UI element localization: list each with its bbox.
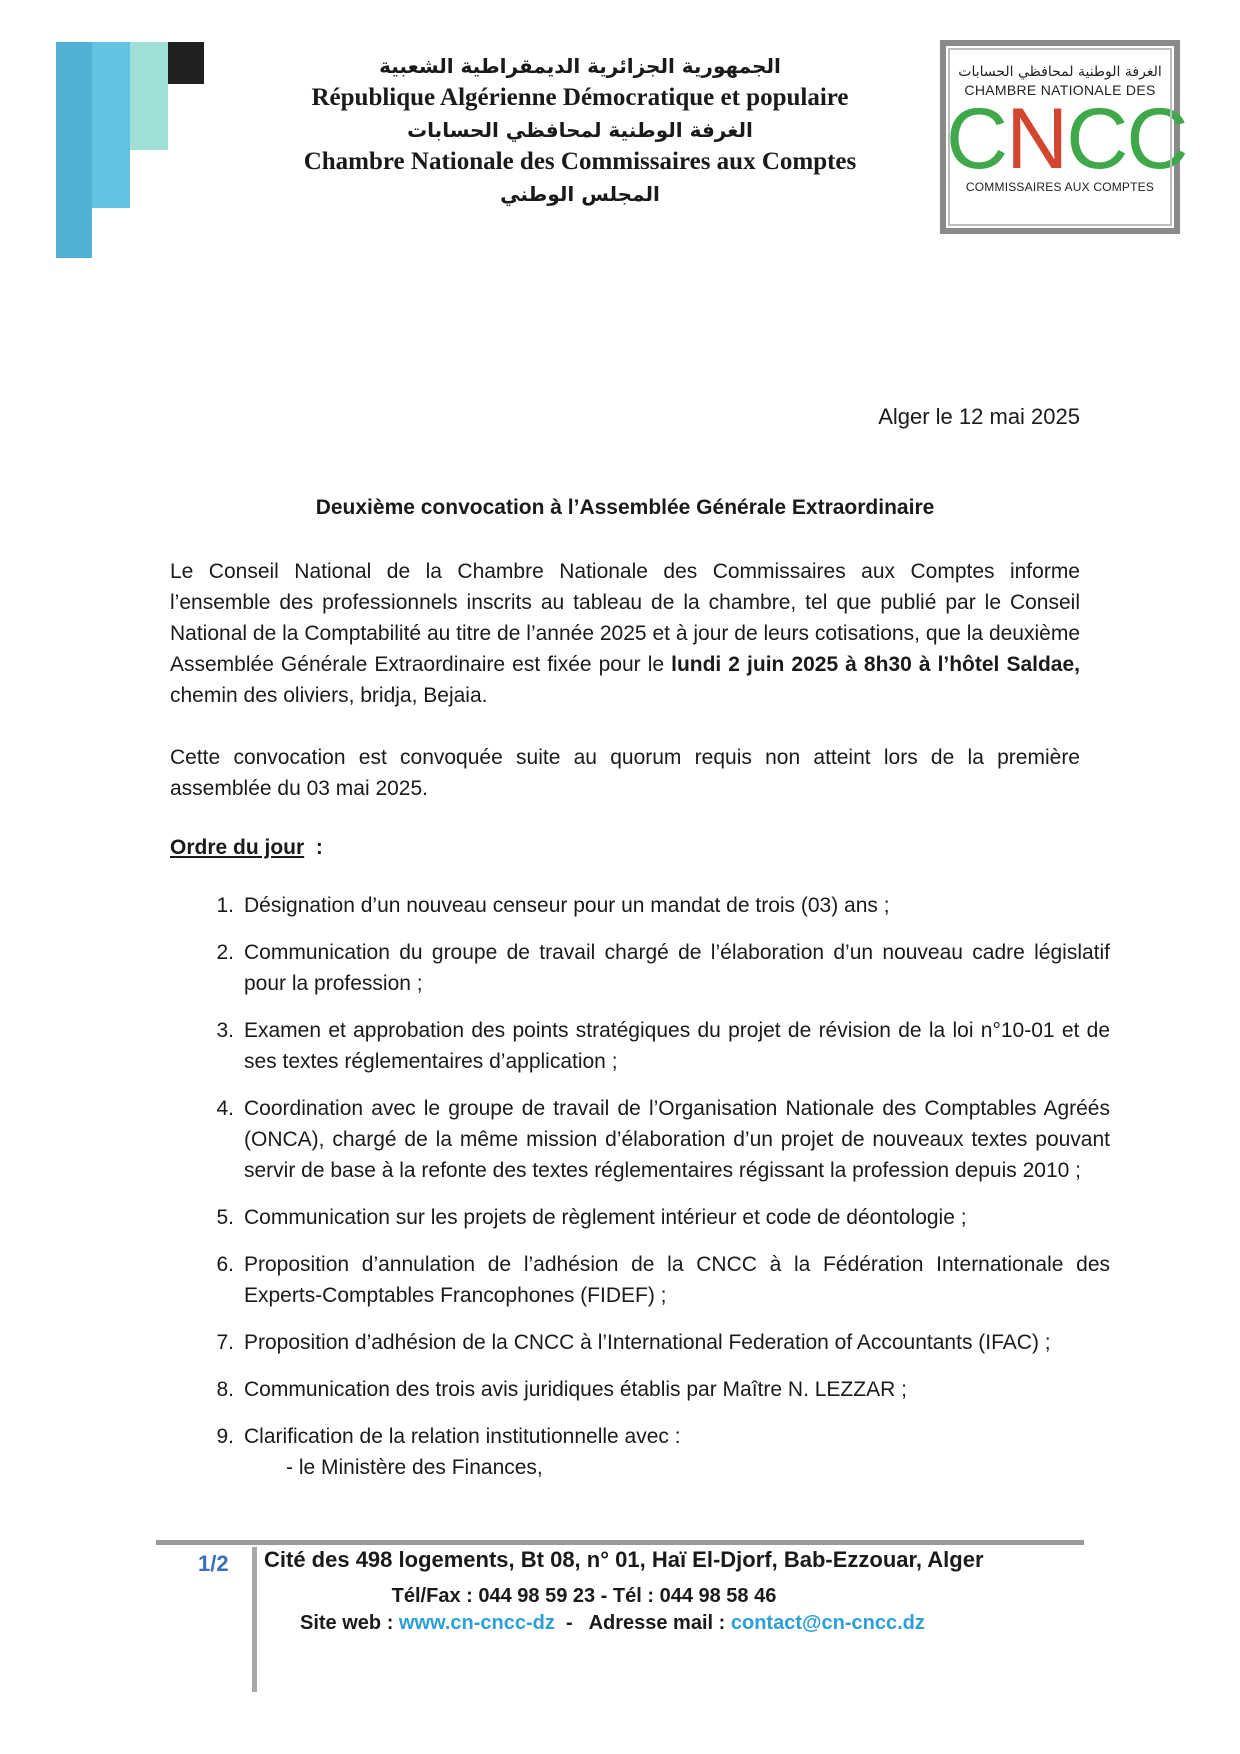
agenda-item-number: 5. xyxy=(216,1206,234,1229)
agenda-subitem-text: - le Ministère des Finances, xyxy=(286,1456,543,1479)
agenda-item-text: Coordination avec le groupe de travail de l’Organisation Nationale des Comptables Agréés (ONCA), chargé de la même mission d’élaboration d’un projet de nouveaux textes pouvant servir de base à la refonte des textes réglementaires régissant la profession depuis 2010 ; xyxy=(244,1097,1110,1182)
agenda-item-text: Proposition d’adhésion de la CNCC à l’International Federation of Accountants (IFAC) ; xyxy=(244,1331,1051,1354)
agenda-item xyxy=(170,1015,1110,1077)
agenda-item-number: 2. xyxy=(216,941,234,964)
header-french-republic: République Algérienne Démocratique et populaire xyxy=(311,84,849,111)
decorative-block xyxy=(130,42,168,150)
agenda-item-text: Clarification de la relation institutionnelle avec : xyxy=(244,1425,681,1448)
website-link[interactable]: www.cn-cncc-dz xyxy=(398,1612,555,1634)
website-label: Site web : xyxy=(300,1612,399,1634)
agenda-item-number: 6. xyxy=(216,1253,234,1276)
letterhead xyxy=(230,50,930,210)
agenda-item xyxy=(170,1249,1110,1311)
agenda-item xyxy=(170,890,1110,921)
agenda-item-text: Désignation d’un nouveau censeur pour un mandat de trois (03) ans ; xyxy=(244,894,890,917)
header-arabic-republic: الجمهورية الجزائرية الديمقراطية الشعبية xyxy=(379,54,781,78)
agenda-heading-text: Ordre du jour xyxy=(170,836,305,859)
agenda-item-text: Communication des trois avis juridiques établis par Maître N. LEZZAR ; xyxy=(244,1378,907,1401)
meeting-date-location: lundi 2 juin 2025 à 8h30 à l’hôtel Saldae, xyxy=(671,653,1080,676)
agenda-list xyxy=(170,890,1110,1499)
agenda-item xyxy=(170,1093,1110,1186)
agenda-item-number: 9. xyxy=(216,1425,234,1448)
paragraph-text: Le Conseil National de la Chambre Nationale des Commissaires aux Comptes informe l’ensemble des professionnels inscrits au tableau de la chambre, tel que publié par le Conseil National de la Comptabilité au titre de l’année 2025 et à jour de leurs cotisations, que la deuxième Assemblée Générale Extraordinaire est fixée pour le xyxy=(170,560,1080,676)
footer-vertical-divider xyxy=(252,1547,257,1692)
decorative-block xyxy=(168,42,204,84)
agenda-item-text: Proposition d’annulation de l’adhésion de la CNCC à la Fédération Internationale des Experts-Comptables Francophones (FIDEF) ; xyxy=(244,1253,1110,1307)
header-french-chamber: Chambre Nationale des Commissaires aux Comptes xyxy=(303,148,857,175)
footer-separator: - xyxy=(554,1612,589,1634)
agenda-item xyxy=(170,1421,1110,1483)
logo-top-text: CHAMBRE NATIONALE DES xyxy=(964,82,1156,98)
agenda-item xyxy=(170,1327,1110,1358)
email-link[interactable]: contact@cn-cncc.dz xyxy=(730,1612,925,1634)
letter-date: Alger le 12 mai 2025 xyxy=(878,404,1080,429)
agenda-item xyxy=(170,1202,1110,1233)
agenda-item-number: 1. xyxy=(216,894,234,917)
page-number: 1/2 xyxy=(198,1551,229,1576)
agenda-heading-colon: : xyxy=(304,836,323,859)
logo-arabic-text: الغرفة الوطنية لمحافظي الحسابات xyxy=(958,64,1162,80)
decorative-block xyxy=(56,42,92,258)
agenda-item-number: 4. xyxy=(216,1097,234,1120)
footer-divider xyxy=(156,1540,1084,1545)
header-arabic-council: المجلس الوطني xyxy=(500,182,660,206)
footer-address: Cité des 498 logements, Bt 08, n° 01, Haï El-Djorf, Bab-Ezzouar, Alger xyxy=(264,1547,984,1572)
agenda-item-text: Communication sur les projets de règlement intérieur et code de déontologie ; xyxy=(244,1206,967,1229)
agenda-item-number: 3. xyxy=(216,1019,234,1042)
document-title: Deuxième convocation à l’Assemblée Générale Extraordinaire xyxy=(315,496,935,519)
paragraph-quorum: Cette convocation est convoquée suite au quorum requis non atteint lors de la première assemblée du 03 mai 2025. xyxy=(170,746,1080,800)
footer-web-mail xyxy=(300,1612,1060,1635)
logo-letter: C xyxy=(946,91,1007,187)
paragraph-announcement xyxy=(170,556,1080,711)
agenda-item-number: 8. xyxy=(216,1378,234,1401)
logo-bottom-text: COMMISSAIRES AUX COMPTES xyxy=(965,180,1155,194)
cncc-logo xyxy=(940,40,1187,234)
email-label: Adresse mail : xyxy=(588,1612,731,1634)
agenda-item xyxy=(170,937,1110,999)
paragraph-text: chemin des oliviers, bridja, Bejaia. xyxy=(170,684,488,707)
agenda-item xyxy=(170,1374,1110,1405)
logo-letter: N xyxy=(1006,91,1067,187)
agenda-heading xyxy=(170,836,323,860)
agenda-item-text: Communication du groupe de travail chargé de l’élaboration d’un nouveau cadre législatif pour la profession ; xyxy=(244,941,1110,995)
header-arabic-chamber: الغرفة الوطنية لمحافظي الحسابات xyxy=(407,118,753,142)
agenda-item-number: 7. xyxy=(216,1331,234,1354)
agenda-item-text: Examen et approbation des points stratégiques du projet de révision de la loi n°10-01 et de ses textes réglementaires d’application ; xyxy=(244,1019,1110,1073)
decorative-block xyxy=(92,42,130,208)
footer-phone: Tél/Fax : 044 98 59 23 - Tél : 044 98 58 46 xyxy=(391,1585,777,1607)
logo-letter: CC xyxy=(1066,91,1187,187)
